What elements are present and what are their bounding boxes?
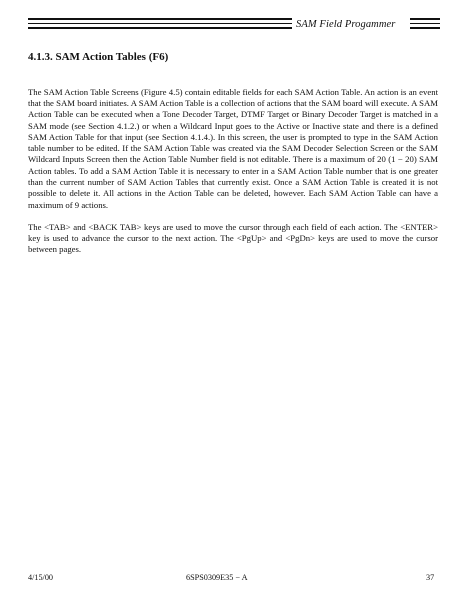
footer-document-number: 6SPS0309E35 − A	[186, 573, 248, 582]
header-rule-line	[28, 23, 292, 24]
header-rule-line	[410, 23, 440, 24]
header-rule-line	[410, 18, 440, 20]
section-heading: 4.1.3. SAM Action Tables (F6)	[28, 51, 169, 63]
footer-page-number: 37	[426, 573, 435, 582]
header-rule-line	[410, 27, 440, 29]
header-rule-line	[28, 27, 292, 29]
header-rule-right	[410, 18, 440, 32]
header-rule-line	[28, 18, 292, 20]
running-header-title: SAM Field Progammer	[296, 19, 396, 30]
body-paragraph: The SAM Action Table Screens (Figure 4.5) contain editable fields for each SAM Action Table. An action is an event that the SAM board initiates. A SAM Action Table is a collection of actions that the SAM board will execute. A SAM Action Table can be executed when a Tone Decoder Target, DTMF Target or Binary Decoder Target is matched in a SAM mode (see Section 4.1.2.) or when a Wildcard Input goes to the Active or Inactive state and there is a defined SAM Action Table for that input (see Section 4.1.4.). In this screen, the user is prompted to type in the SAM Action table number to be edited. If the SAM Action Table was created via the SAM Decoder Selection Screen or the SAM Wildcard Inputs Screen then the Action Table Number field is not editable. There is a maximum of 20 (1 − 20) SAM Action tables. To add a SAM Action Table it is necessary to enter in a SAM Action Table number that is one greater than the current number of SAM Action Tables that currently exist. Once a SAM Action Table is created it is not possible to delete it. All actions in the Action Table can be deleted, however. Each SAM Action Table can have a maximum of 9 actions.	[28, 86, 438, 210]
body-paragraph: The <TAB> and <BACK TAB> keys are used to move the cursor through each field of each action. The <ENTER> key is used to advance the cursor to the next action. The <PgUp> and <PgDn> keys are used to move the cursor between pages.	[28, 221, 438, 255]
header-rule-left	[28, 18, 292, 32]
footer-date: 4/15/00	[28, 573, 54, 582]
